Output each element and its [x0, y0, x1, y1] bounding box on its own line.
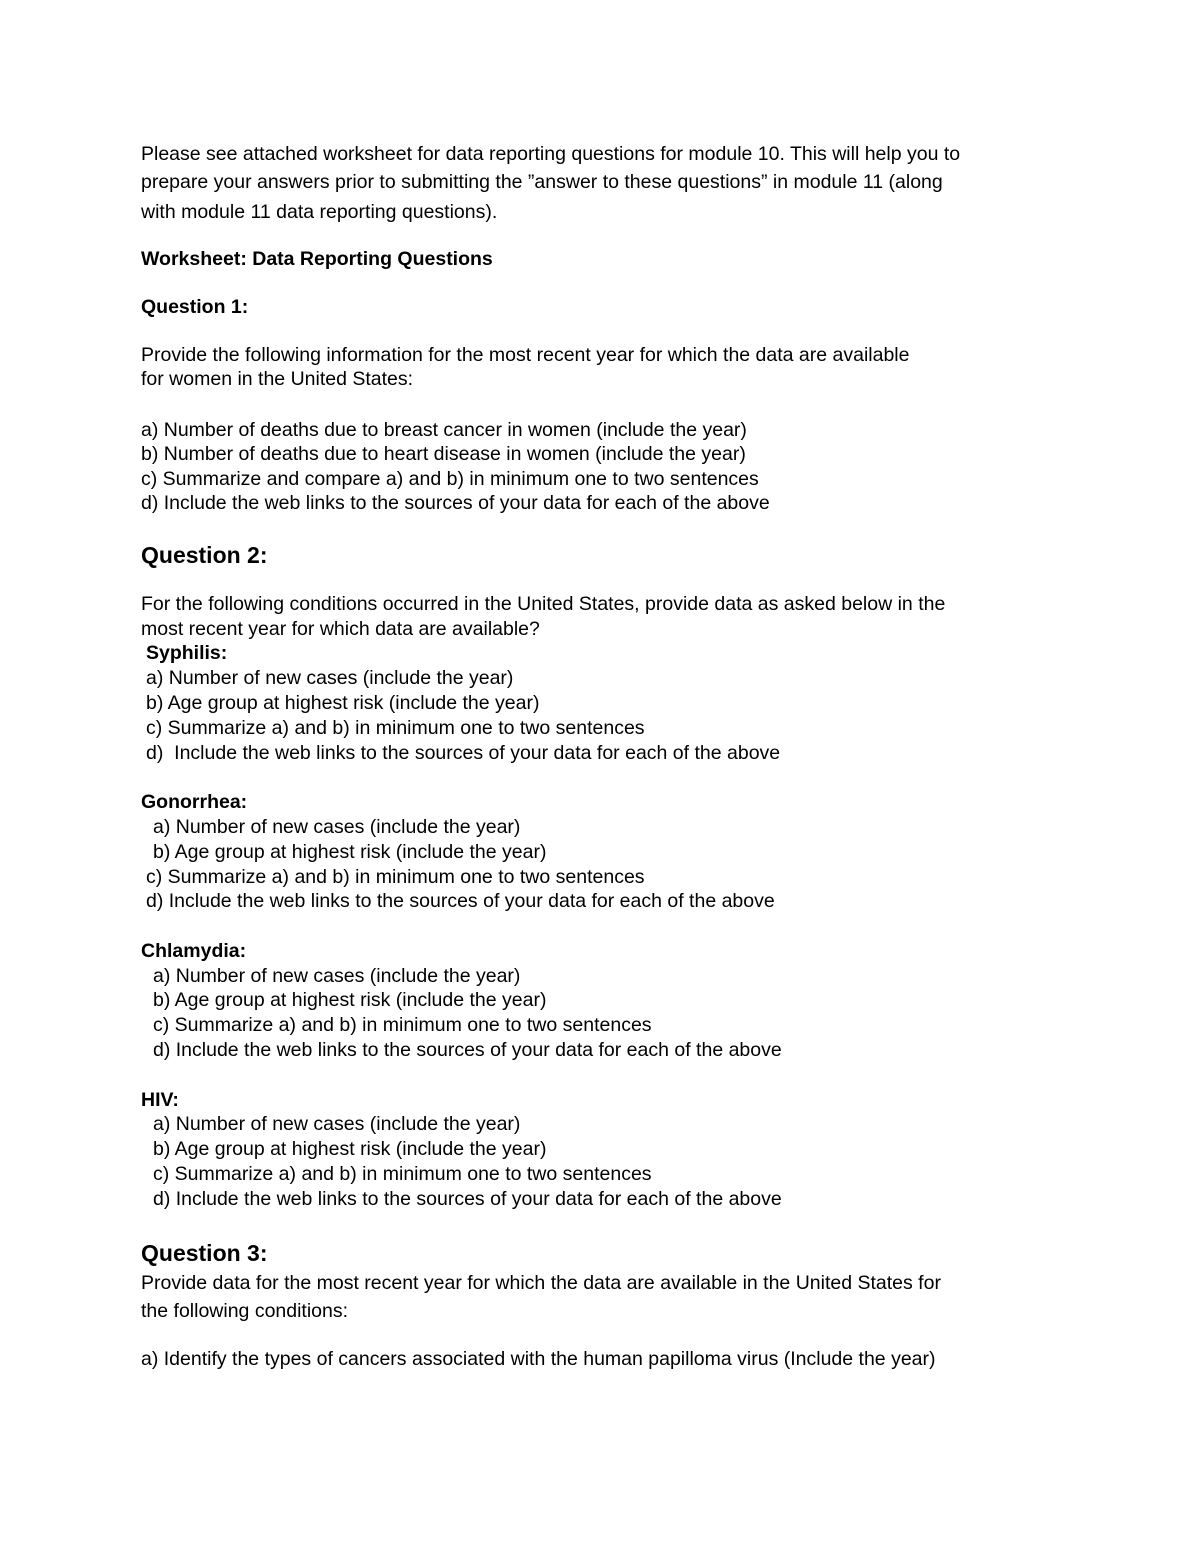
syphilis-item: a) Number of new cases (include the year) — [146, 667, 514, 689]
question-1-item: a) Number of deaths due to breast cancer in women (include the year) — [141, 419, 747, 441]
hiv-item: b) Age group at highest risk (include the year) — [153, 1138, 547, 1160]
gonorrhea-item: c) Summarize a) and b) in minimum one to two sentences — [146, 866, 645, 888]
question-1-item: d) Include the web links to the sources of your data for each of the above — [141, 492, 770, 514]
question-1-item: c) Summarize and compare a) and b) in minimum one to two sentences — [141, 468, 759, 490]
intro-line: prepare your answers prior to submitting the ”answer to these questions” in module 11 (along — [141, 171, 943, 193]
syphilis-label: Syphilis: — [146, 642, 228, 664]
hiv-label: HIV: — [141, 1089, 179, 1111]
worksheet-title: Worksheet: Data Reporting Questions — [141, 248, 493, 270]
question-1-prompt: Provide the following information for the most recent year for which the data are available — [141, 344, 910, 366]
gonorrhea-label: Gonorrhea: — [141, 791, 248, 813]
question-3-prompt: Provide data for the most recent year for which the data are available in the United States for — [141, 1272, 941, 1294]
chlamydia-item: b) Age group at highest risk (include the year) — [153, 989, 547, 1011]
gonorrhea-item: d) Include the web links to the sources of your data for each of the above — [146, 890, 775, 912]
chlamydia-item: a) Number of new cases (include the year) — [153, 965, 521, 987]
question-3-heading: Question 3: — [141, 1240, 268, 1266]
gonorrhea-item: a) Number of new cases (include the year) — [153, 816, 521, 838]
chlamydia-item: c) Summarize a) and b) in minimum one to two sentences — [153, 1014, 652, 1036]
question-2-heading: Question 2: — [141, 542, 268, 568]
syphilis-item: b) Age group at highest risk (include the year) — [146, 692, 540, 714]
hiv-item: a) Number of new cases (include the year) — [153, 1113, 521, 1135]
question-2-prompt: most recent year for which data are available? — [141, 618, 540, 640]
question-1-prompt: for women in the United States: — [141, 368, 414, 390]
hiv-item: d) Include the web links to the sources of your data for each of the above — [153, 1188, 782, 1210]
intro-line: Please see attached worksheet for data reporting questions for module 10. This will help you to — [141, 143, 961, 165]
chlamydia-item: d) Include the web links to the sources of your data for each of the above — [153, 1039, 782, 1061]
syphilis-item: d) Include the web links to the sources of your data for each of the above — [146, 742, 781, 764]
question-3-item: a) Identify the types of cancers associated with the human papilloma virus (Include the year) — [141, 1348, 936, 1370]
question-3-prompt: the following conditions: — [141, 1300, 349, 1322]
gonorrhea-item: b) Age group at highest risk (include the year) — [153, 841, 547, 863]
syphilis-item: c) Summarize a) and b) in minimum one to two sentences — [146, 717, 645, 739]
hiv-item: c) Summarize a) and b) in minimum one to two sentences — [153, 1163, 652, 1185]
question-1-item: b) Number of deaths due to heart disease in women (include the year) — [141, 443, 746, 465]
question-2-prompt: For the following conditions occurred in the United States, provide data as asked below in the — [141, 593, 946, 615]
chlamydia-label: Chlamydia: — [141, 940, 247, 962]
question-1-heading: Question 1: — [141, 296, 249, 318]
intro-line: with module 11 data reporting questions). — [141, 201, 498, 223]
